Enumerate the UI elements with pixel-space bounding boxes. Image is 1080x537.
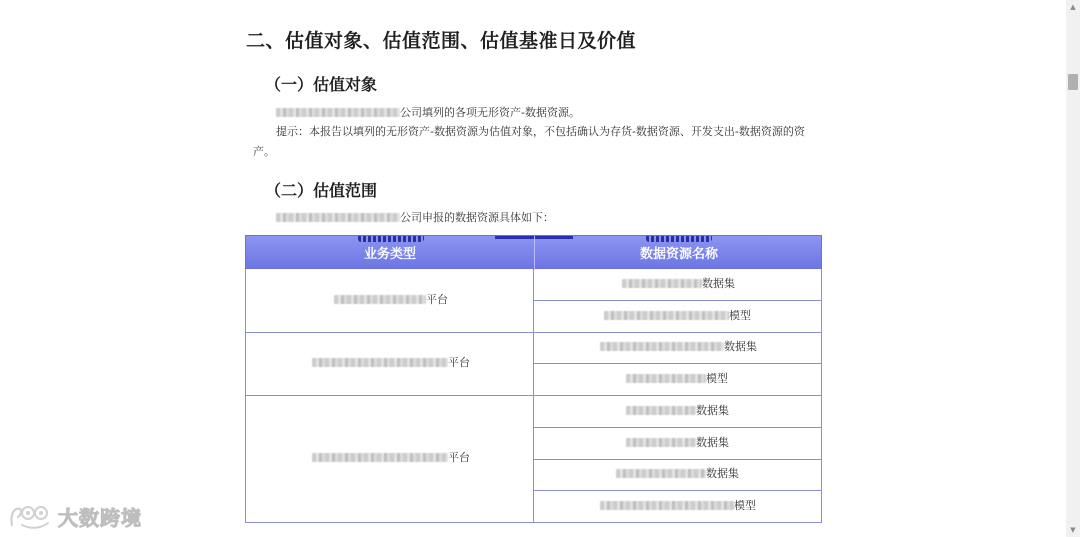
table-body xyxy=(245,269,822,523)
redacted-business-name xyxy=(334,295,426,304)
tip-line-1: 提示：本报告以填列的无形资产-数据资源为估值对象，不包括确认为存货-数据资源、开发支出-数据资源的资 xyxy=(276,125,805,138)
business-type-suffix: 平台 xyxy=(426,293,448,306)
redacted-resource-name xyxy=(626,374,706,383)
watermark-text: 大数跨境 xyxy=(58,505,142,530)
resource-name-cell xyxy=(600,499,756,513)
table-header xyxy=(245,235,822,269)
valuation-scope-paragraph xyxy=(276,208,554,228)
business-type-cell xyxy=(312,451,470,465)
redacted-resource-name xyxy=(600,342,724,351)
resource-type: 模型 xyxy=(706,372,728,385)
redacted-resource-name xyxy=(604,311,729,320)
data-resource-table xyxy=(245,235,822,523)
scroll-up-arrow-icon[interactable]: ▲ xyxy=(1070,3,1076,11)
resource-type: 模型 xyxy=(729,309,751,322)
subsection-title-valuation-object: （一）估值对象 xyxy=(265,75,378,94)
subsection-title-valuation-scope: （二）估值范围 xyxy=(265,181,378,200)
business-type-cell xyxy=(312,356,470,370)
tip-line-2: 产。 xyxy=(253,145,275,158)
group-separator xyxy=(246,395,821,396)
business-type-cell xyxy=(334,293,448,307)
watermark-logo-icon xyxy=(8,501,54,531)
redacted-business-name xyxy=(312,453,448,462)
resource-type: 数据集 xyxy=(696,404,729,417)
resource-type: 数据集 xyxy=(706,467,739,480)
resource-name-cell xyxy=(626,372,728,386)
business-type-suffix: 平台 xyxy=(448,356,470,369)
redacted-resource-name xyxy=(626,406,696,415)
group-separator xyxy=(246,332,821,333)
resource-name-cell xyxy=(626,436,729,450)
resource-name-cell xyxy=(616,467,739,481)
scrollbar-thumb[interactable] xyxy=(1068,74,1078,90)
resource-type: 数据集 xyxy=(696,436,729,449)
row-separator xyxy=(534,490,821,491)
business-type-suffix: 平台 xyxy=(448,451,470,464)
redacted-resource-name xyxy=(616,469,706,478)
section-heading: 二、估值对象、估值范围、估值基准日及价值 xyxy=(246,30,637,52)
valuation-object-text: 公司填列的各项无形资产-数据资源。 xyxy=(400,106,580,119)
valuation-scope-text: 公司申报的数据资源具体如下： xyxy=(400,211,554,224)
row-separator xyxy=(534,300,821,301)
resource-name-cell xyxy=(600,340,757,354)
valuation-object-paragraph xyxy=(276,103,580,123)
redacted-business-name xyxy=(312,358,448,367)
redacted-resource-name xyxy=(626,438,696,447)
resource-name-cell xyxy=(622,277,735,291)
redacted-company-name xyxy=(276,108,400,117)
row-separator xyxy=(534,363,821,364)
row-separator xyxy=(534,459,821,460)
resource-name-cell xyxy=(604,309,751,323)
redacted-resource-name xyxy=(622,279,702,288)
resource-type: 模型 xyxy=(734,499,756,512)
redacted-resource-name xyxy=(600,501,734,510)
watermark xyxy=(8,500,142,532)
header-resource-name: 数据资源名称 xyxy=(639,247,718,262)
scroll-down-arrow-icon[interactable]: ▼ xyxy=(1070,526,1076,534)
resource-type: 数据集 xyxy=(702,277,735,290)
row-separator xyxy=(534,427,821,428)
redacted-company-name xyxy=(276,213,400,222)
header-business-type: 业务类型 xyxy=(363,247,416,262)
resource-type: 数据集 xyxy=(724,340,757,353)
resource-name-cell xyxy=(626,404,729,418)
